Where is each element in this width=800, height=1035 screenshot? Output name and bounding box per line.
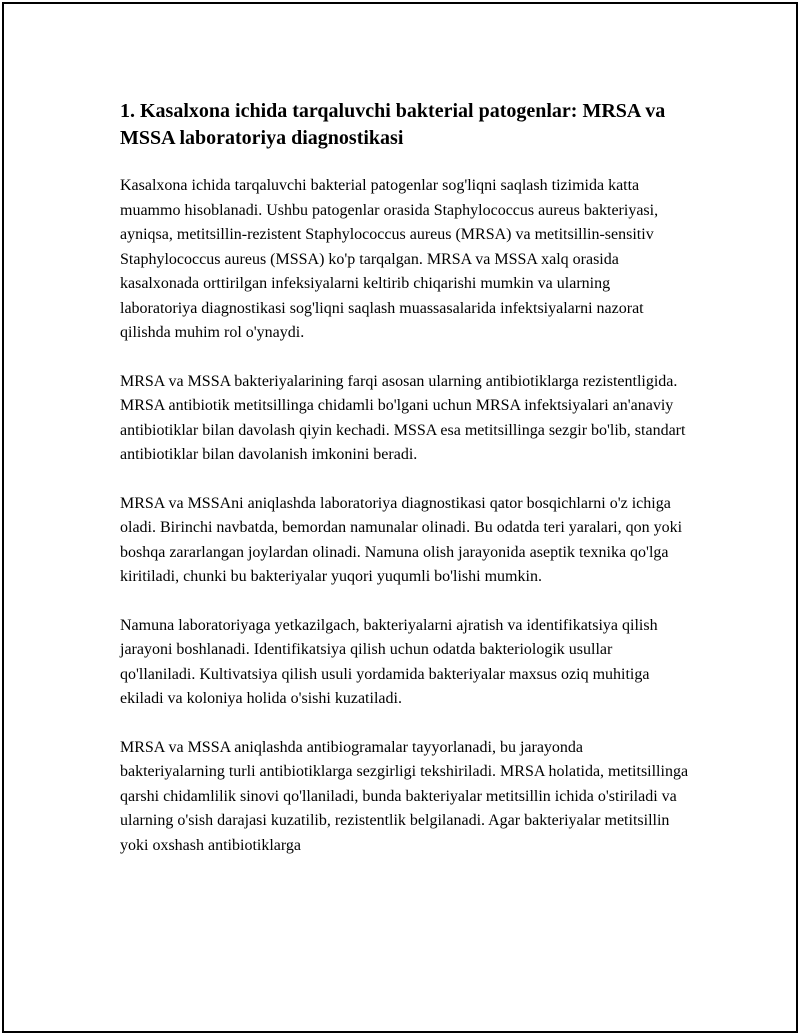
- paragraph-2: MRSA va MSSA bakteriyalarining farqi asosan ularning antibiotiklarga rezistentligida. MRSA antibiotik metitsillinga chidamli bo'lgani uchun MRSA infektsiyalari an'anaviy antibiotiklar bilan davolash qiyin kechadi. MSSA esa metitsillinga sezgir bo'lib, standart antibiotiklar bilan davolanish imkonini beradi.: [120, 372, 686, 463]
- document-page: [2, 2, 798, 1033]
- paragraph-5: MRSA va MSSA aniqlashda antibiogramalar tayyorlanadi, bu jarayonda bakteriyalarning turli antibiotiklarga sezgirligi tekshiriladi. MRSA holatida, metitsillinga qarshi chidamlilik sinovi qo'llaniladi, bunda bakteriyalar metitsillin ichida o'stiriladi va ularning o'sish darajasi kuzatilib, rezistentlik belgilanadi. Agar bakteriyalar metitsillin yoki oxshash antibiotiklarga: [120, 738, 689, 854]
- document-content: [120, 98, 690, 882]
- document-title: 1. Kasalxona ichida tarqaluvchi bakterial patogenlar: MRSA va MSSA laboratoriya diagnostikasi: [120, 100, 666, 149]
- paragraph-3: MRSA va MSSAni aniqlashda laboratoriya diagnostikasi qator bosqichlarni o'z ichiga oladi. Birinchi navbatda, bemordan namunalar olinadi. Bu odatda teri yaralari, qon yoki boshqa zararlangan joylardan olinadi. Namuna olish jarayonida aseptik texnika qo'lga kiritiladi, chunki bu bakteriyalar yuqori yuqumli bo'lishi mumkin.: [120, 494, 683, 585]
- paragraph-1: Kasalxona ichida tarqaluvchi bakterial patogenlar sog'liqni saqlash tizimida katta muammo hisoblanadi. Ushbu patogenlar orasida Staphylococcus aureus bakteriyasi, ayniqsa, metitsillin-rezistent Staphylococcus aureus (MRSA) va metitsillin-sensitiv Staphylococcus aureus (MSSA) ko'p tarqalgan. MRSA va MSSA xalq orasida kasalxonada orttirilgan infeksiyalarni keltirib chiqarishi mumkin va ularning laboratoriya diagnostikasi sog'liqni saqlash muassasalarida infektsiyalarni nazorat qilishda muhim rol o'ynaydi.: [120, 177, 659, 341]
- paragraph-4: Namuna laboratoriyaga yetkazilgach, bakteriyalarni ajratish va identifikatsiya qilish jarayoni boshlanadi. Identifikatsiya qilish uchun odatda bakteriologik usullar qo'llaniladi. Kultivatsiya qilish usuli yordamida bakteriyalar maxsus oziq muhitiga ekiladi va koloniya holida o'sishi kuzatiladi.: [120, 616, 658, 707]
